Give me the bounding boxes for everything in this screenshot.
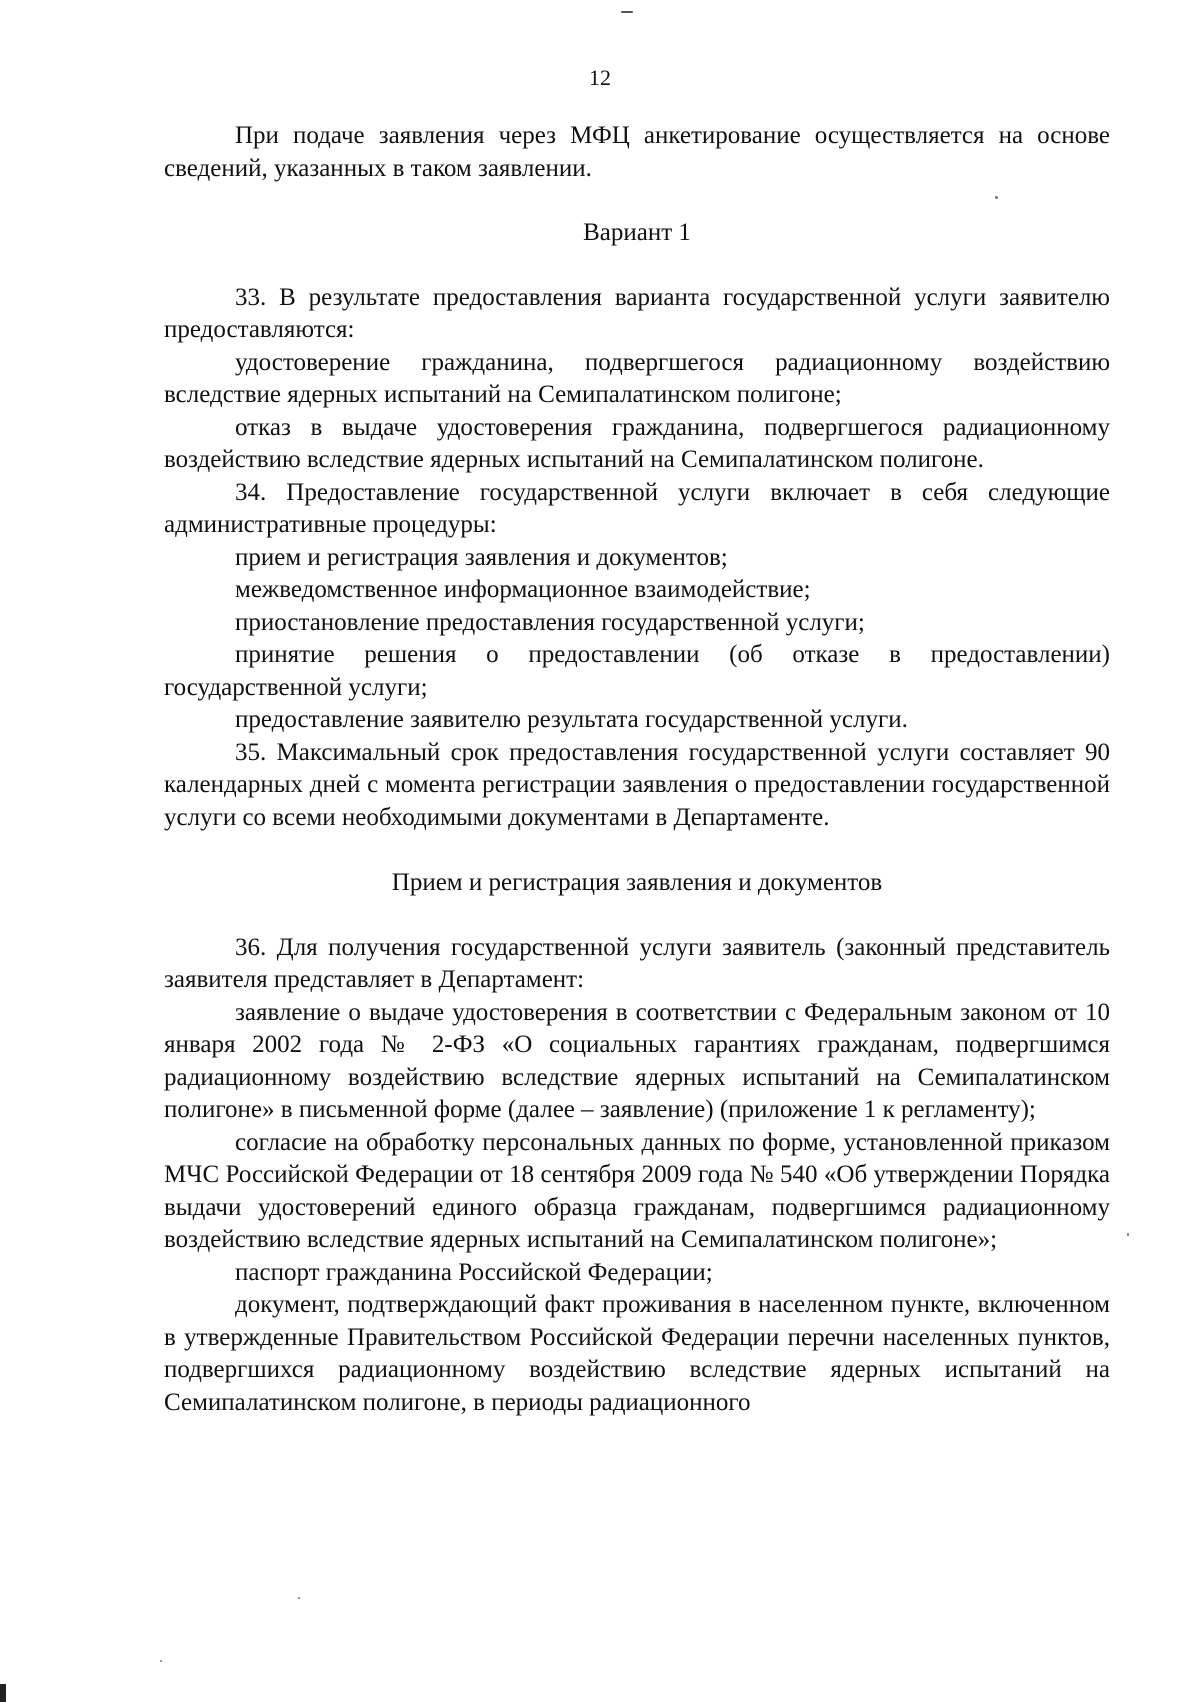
document-body	[164, 120, 1110, 1419]
paragraph-36-item-1: заявление о выдаче удостоверения в соответствии с Федеральным законом от 10 января 2002 года № 2-ФЗ «О социальных гарантиях гражданам, подвергшимся радиационному воздействию вследствие ядерных испытаний на Семипалатинском полигоне» в письменной форме (далее – заявление) (приложение 1 к регламенту);	[164, 998, 1110, 1123]
paragraph-36-item-2: согласие на обработку персональных данных по форме, установленной приказом МЧС Российской Федерации от 18 сентября 2009 года № 540 «Об утверждении Порядка выдачи удостоверений единого образца гражданам, подвергшимся радиационному воздействию вследствие ядерных испытаний на Семипалатинском полигоне»;	[164, 1128, 1110, 1253]
paragraph-intro: При подаче заявления через МФЦ анкетирование осуществляется на основе сведений, указанных в таком заявлении.	[164, 122, 1110, 182]
scan-mark	[621, 11, 633, 13]
paragraph-33-item-2: отказ в выдаче удостоверения гражданина, подвергшегося радиационному воздействию вследствие ядерных испытаний на Семипалатинском полигоне.	[164, 413, 1110, 473]
paragraph-34-item-5: предоставление заявителю результата государственной услуги.	[235, 706, 908, 733]
paragraph-34-item-2: межведомственное информационное взаимодействие;	[235, 576, 811, 603]
paragraph-34-item-3: приостановление предоставления государственной услуги;	[235, 608, 865, 636]
section-heading-reception: Прием и регистрация заявления и документов	[391, 869, 883, 896]
paragraph-36-item-3: паспорт гражданина Российской Федерации;	[235, 1258, 713, 1286]
paragraph-33: 33. В результате предоставления варианта государственной услуги заявителю предоставляются:	[164, 283, 1110, 343]
paragraph-34-item-4: принятие решения о предоставлении (об отказе в предоставлении) государственной услуги;	[164, 641, 1110, 701]
paragraph-33-item-1: удостоверение гражданина, подвергшегося радиационному воздействию вследствие ядерных испытаний на Семипалатинском полигоне;	[164, 348, 1110, 408]
section-heading-variant: Вариант 1	[583, 219, 691, 246]
paragraph-35: 35. Максимальный срок предоставления государственной услуги составляет 90 календарных дней с момента регистрации заявления о предоставлении государственной услуги со всеми необходимыми документами в Департаменте.	[164, 738, 1110, 831]
paragraph-36-item-4: документ, подтверждающий факт проживания в населенном пункте, включенном в утвержденные Правительством Российской Федерации перечни населенных пунктов, подвергшихся радиационному воздействию вследствие ядерных испытаний на Семипалатинском полигоне, в периоды радиационного	[164, 1291, 1110, 1416]
scan-speck	[160, 1660, 162, 1662]
paragraph-36: 36. Для получения государственной услуги заявитель (законный представитель заявителя представляет в Департамент:	[164, 933, 1110, 993]
paragraph-34-item-1: прием и регистрация заявления и документов;	[235, 543, 728, 571]
scan-edge-mark	[0, 1684, 6, 1702]
paragraph-34: 34. Предоставление государственной услуги включает в себя следующие административные процедуры:	[164, 478, 1110, 538]
scan-speck	[1127, 1233, 1129, 1236]
scan-speck	[298, 1597, 300, 1599]
page-number: 12	[589, 65, 611, 90]
